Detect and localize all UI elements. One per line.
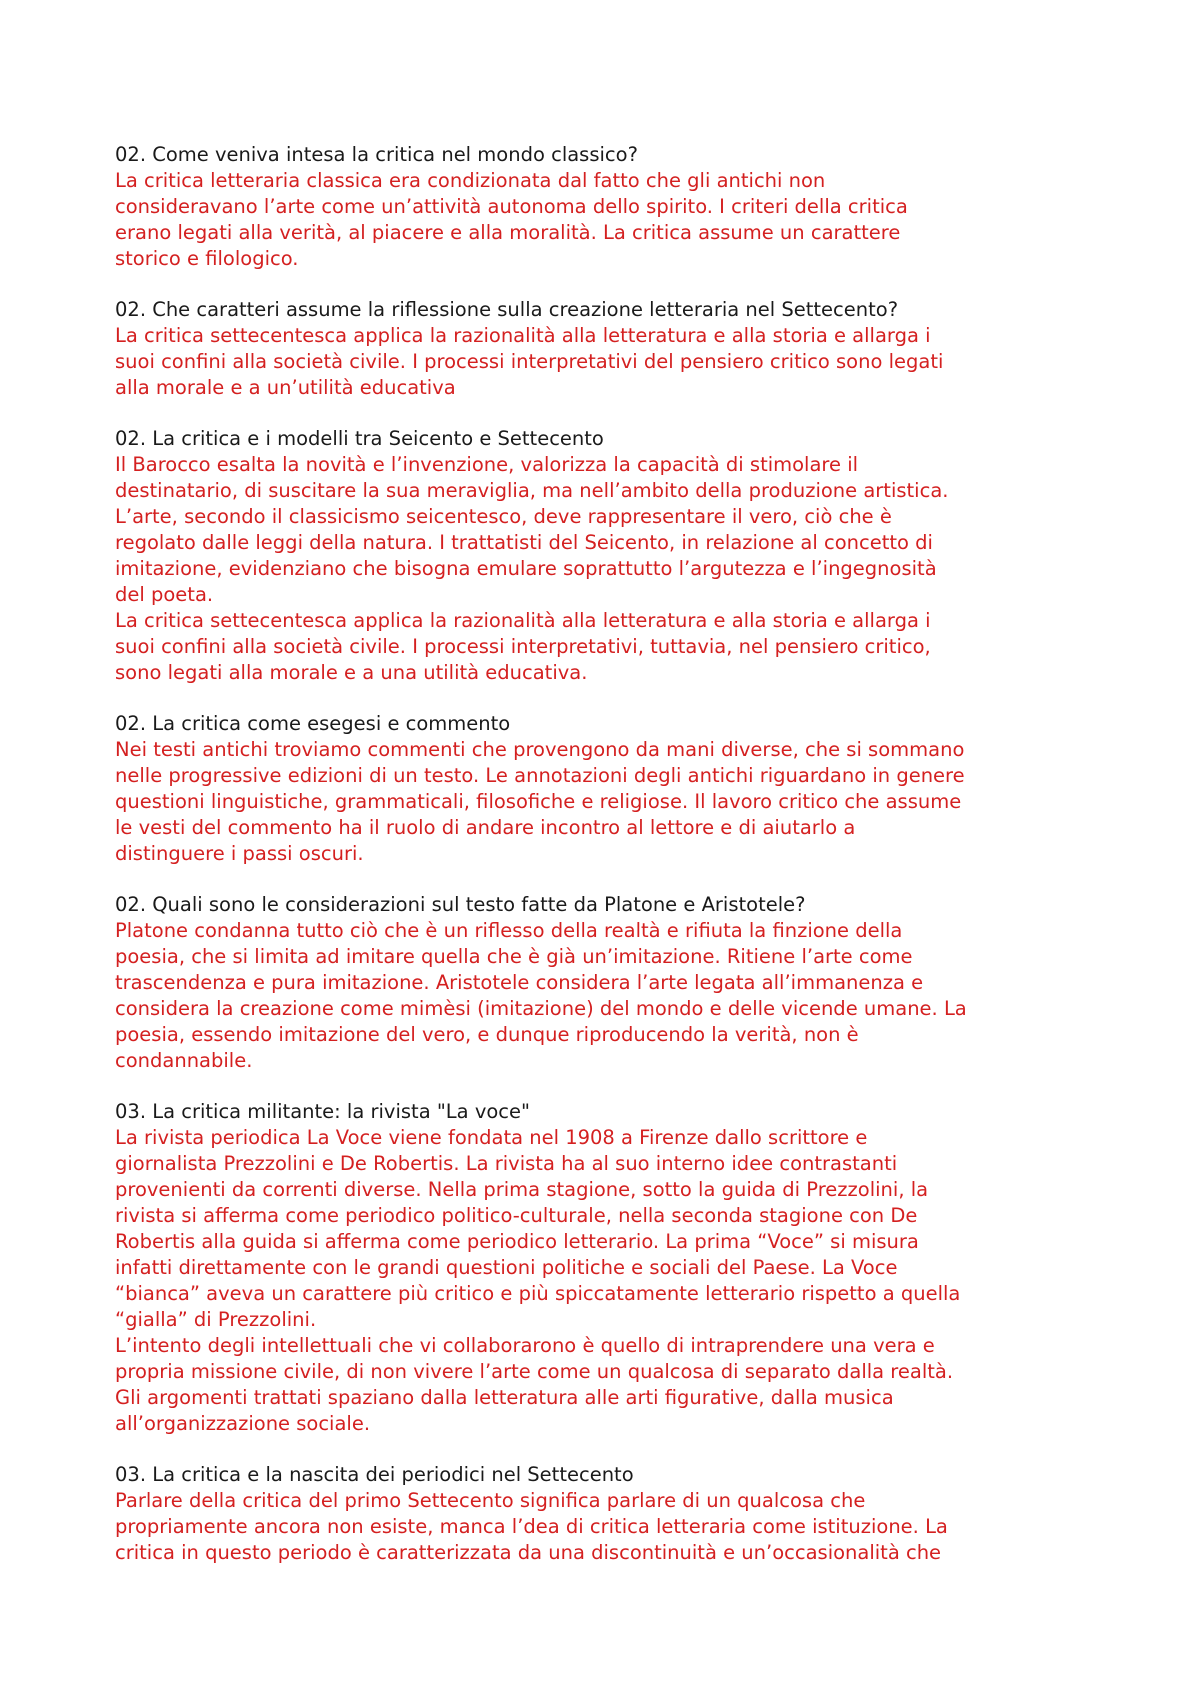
- answer-line: distinguere i passi oscuri.: [115, 842, 364, 865]
- answer-line: imitazione, evidenziano che bisogna emulare soprattutto l’argutezza e l’ingegnosità: [115, 557, 937, 580]
- answer-line: nelle progressive edizioni di un testo. Le annotazioni degli antichi riguardano in genere: [115, 764, 965, 787]
- question-heading: 02. La critica e i modelli tra Seicento e Settecento: [115, 427, 604, 450]
- answer-line: consideravano l’arte come un’attività autonoma dello spirito. I criteri della critica: [115, 195, 908, 218]
- answer-line: Gli argomenti trattati spaziano dalla letteratura alle arti figurative, dalla musica: [115, 1386, 894, 1409]
- answer-line: propria missione civile, di non vivere l’arte come un qualcosa di separato dalla realtà.: [115, 1360, 954, 1383]
- answer-line: Platone condanna tutto ciò che è un riflesso della realtà e rifiuta la finzione della: [115, 919, 903, 942]
- answer-line: del poeta.: [115, 583, 214, 606]
- question-heading: 03. La critica e la nascita dei periodici nel Settecento: [115, 1463, 634, 1486]
- answer-line: La critica settecentesca applica la razionalità alla letteratura e alla storia e allarga i: [115, 324, 931, 347]
- answer-line: Il Barocco esalta la novità e l’invenzione, valorizza la capacità di stimolare il: [115, 453, 859, 476]
- answer-line: suoi confini alla società civile. I processi interpretativi, tuttavia, nel pensiero critico,: [115, 635, 931, 658]
- answer-line: rivista si afferma come periodico politico-culturale, nella seconda stagione con De: [115, 1204, 918, 1227]
- answer-line: trascendenza e pura imitazione. Aristotele considera l’arte legata all’immanenza e: [115, 971, 924, 994]
- answer-line: Parlare della critica del primo Settecento significa parlare di un qualcosa che: [115, 1489, 866, 1512]
- answer-line: critica in questo periodo è caratterizzata da una discontinuità e un’occasionalità che: [115, 1541, 942, 1564]
- answer-line: La rivista periodica La Voce viene fondata nel 1908 a Firenze dallo scrittore e: [115, 1126, 868, 1149]
- qa-section: [115, 426, 1095, 686]
- answer-line: Robertis alla guida si afferma come periodico letterario. La prima “Voce” si misura: [115, 1230, 919, 1253]
- answer-line: propriamente ancora non esiste, manca l’dea di critica letteraria come istituzione. La: [115, 1515, 948, 1538]
- answer-line: giornalista Prezzolini e De Robertis. La rivista ha al suo interno idee contrastanti: [115, 1152, 898, 1175]
- question-heading: 03. La critica militante: la rivista "La voce": [115, 1100, 530, 1123]
- answer-line: all’organizzazione sociale.: [115, 1412, 371, 1435]
- answer-line: infatti direttamente con le grandi questioni politiche e sociali del Paese. La Voce: [115, 1256, 898, 1279]
- answer-line: “bianca” aveva un carattere più critico e più spiccatamente letterario rispetto a quella: [115, 1282, 961, 1305]
- qa-section: [115, 1099, 1095, 1437]
- answer-line: storico e filologico.: [115, 247, 299, 270]
- qa-section: [115, 1462, 1095, 1566]
- qa-section: [115, 297, 1095, 401]
- answer-line: “gialla” di Prezzolini.: [115, 1308, 317, 1331]
- answer-line: provenienti da correnti diverse. Nella prima stagione, sotto la guida di Prezzolini, la: [115, 1178, 929, 1201]
- answer-line: L’arte, secondo il classicismo seicentesco, deve rappresentare il vero, ciò che è: [115, 505, 892, 528]
- answer-line: considera la creazione come mimèsi (imitazione) del mondo e delle vicende umane. La: [115, 997, 967, 1020]
- document-page: [115, 142, 1095, 1591]
- answer-line: questioni linguistiche, grammaticali, filosofiche e religiose. Il lavoro critico che assume: [115, 790, 962, 813]
- answer-line: alla morale e a un’utilità educativa: [115, 376, 456, 399]
- answer-line: La critica settecentesca applica la razionalità alla letteratura e alla storia e allarga i: [115, 609, 931, 632]
- question-heading: 02. La critica come esegesi e commento: [115, 712, 511, 735]
- answer-line: condannabile.: [115, 1049, 253, 1072]
- qa-section: [115, 711, 1095, 867]
- question-heading: 02. Quali sono le considerazioni sul testo fatte da Platone e Aristotele?: [115, 893, 806, 916]
- answer-line: erano legati alla verità, al piacere e alla moralità. La critica assume un carattere: [115, 221, 901, 244]
- answer-line: L’intento degli intellettuali che vi collaborarono è quello di intraprendere una vera e: [115, 1334, 935, 1357]
- answer-line: regolato dalle leggi della natura. I trattatisti del Seicento, in relazione al concetto di: [115, 531, 933, 554]
- answer-line: sono legati alla morale e a una utilità educativa.: [115, 661, 588, 684]
- answer-line: poesia, essendo imitazione del vero, e dunque riproducendo la verità, non è: [115, 1023, 859, 1046]
- answer-line: poesia, che si limita ad imitare quella che è già un’imitazione. Ritiene l’arte come: [115, 945, 913, 968]
- question-heading: 02. Come veniva intesa la critica nel mondo classico?: [115, 143, 638, 166]
- qa-section: [115, 142, 1095, 272]
- answer-line: Nei testi antichi troviamo commenti che provengono da mani diverse, che si sommano: [115, 738, 965, 761]
- question-heading: 02. Che caratteri assume la riflessione sulla creazione letteraria nel Settecento?: [115, 298, 899, 321]
- answer-line: La critica letteraria classica era condizionata dal fatto che gli antichi non: [115, 169, 826, 192]
- answer-line: suoi confini alla società civile. I processi interpretativi del pensiero critico sono legati: [115, 350, 944, 373]
- qa-section: [115, 892, 1095, 1074]
- answer-line: destinatario, di suscitare la sua meraviglia, ma nell’ambito della produzione artistica.: [115, 479, 949, 502]
- answer-line: le vesti del commento ha il ruolo di andare incontro al lettore e di aiutarlo a: [115, 816, 856, 839]
